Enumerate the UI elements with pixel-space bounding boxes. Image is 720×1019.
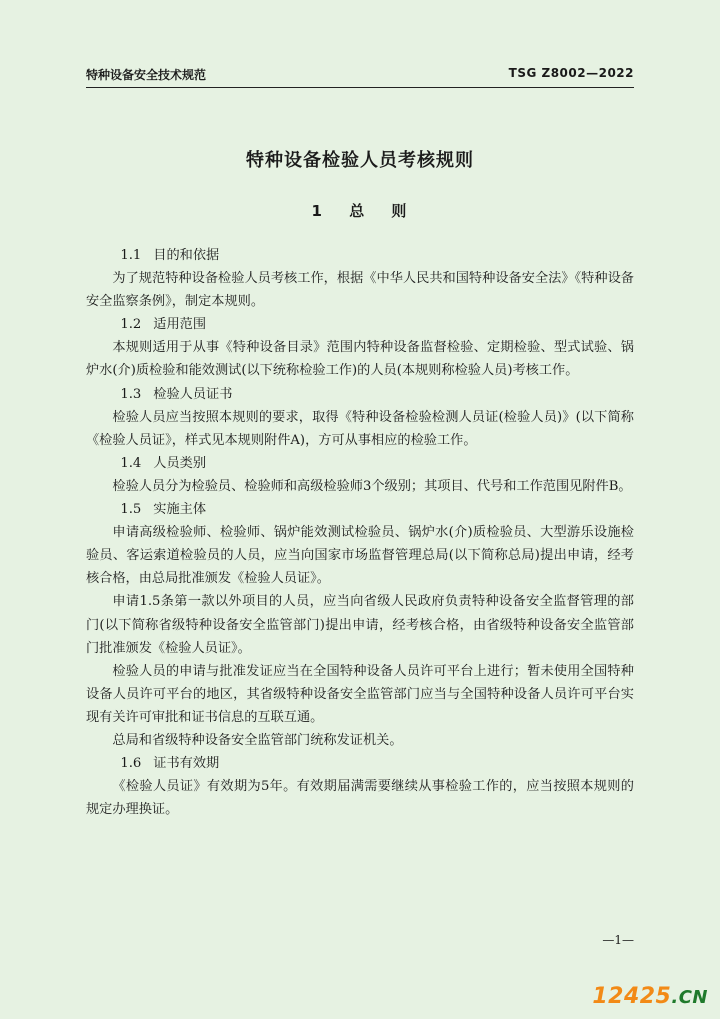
- header-divider: [86, 87, 634, 88]
- section-heading: 1.1 目的和依据: [120, 248, 220, 263]
- header-standard-code: TSG Z8002—2022: [508, 66, 634, 80]
- page-number: —1—: [602, 933, 634, 947]
- body-paragraph: 《检验人员证》有效期为5年。有效期届满需要继续从事检验工作的，应当按照本规则的规定办理换证。: [86, 779, 634, 818]
- body-paragraph: 申请1.5条第一款以外项目的人员，应当向省级人民政府负责特种设备安全监督管理的部门(以下简称省级特种设备安全监管部门)提出申请，经考核合格，由省级特种设备安全监管部门批准颁发《检验人员证》。: [86, 594, 634, 656]
- body-paragraph: 为了规范特种设备检验人员考核工作，根据《中华人民共和国特种设备安全法》《特种设备安全监察条例》，制定本规则。: [86, 271, 634, 310]
- site-logo: 12425.CN: [592, 984, 708, 1009]
- body-paragraph: 检验人员应当按照本规则的要求，取得《特种设备检验检测人员证(检验人员)》(以下简称《检验人员证》，样式见本规则附件A)，方可从事相应的检验工作。: [86, 409, 634, 448]
- header-standard-category: 特种设备安全技术规范: [86, 68, 207, 82]
- body-paragraph: 检验人员分为检验员、检验师和高级检验师3个级别；其项目、代号和工作范围见附件B。: [112, 478, 632, 494]
- chapter-heading: 1 总 则: [311, 202, 409, 220]
- section-heading: 1.2 适用范围: [120, 317, 207, 333]
- body-paragraph: 检验人员的申请与批准发证应当在全国特种设备人员许可平台上进行；暂未使用全国特种设备人员许可平台的地区，其省级特种设备安全监管部门应当与全国特种设备人员许可平台实现有关许可审批和证书信息的互联互通。: [86, 663, 634, 725]
- running-header: [86, 66, 634, 86]
- section-heading: 1.3 检验人员证书: [120, 386, 233, 402]
- document-body: [86, 244, 634, 821]
- section-heading: 1.4 人员类别: [120, 455, 207, 471]
- section-heading: 1.5 实施主体: [120, 502, 207, 518]
- section-heading: 1.6 证书有效期: [120, 756, 220, 772]
- body-paragraph: 本规则适用于从事《特种设备目录》范围内特种设备监督检验、定期检验、型式试验、锅炉水(介)质检验和能效测试(以下统称检验工作)的人员(本规则称检验人员)考核工作。: [86, 340, 634, 379]
- document-title: 特种设备检验人员考核规则: [246, 150, 474, 171]
- body-paragraph: 申请高级检验师、检验师、锅炉能效测试检验员、锅炉水(介)质检验员、大型游乐设施检验员、客运索道检验员的人员，应当向国家市场监督管理总局(以下简称总局)提出申请，经考核合格，由总局批准颁发《检验人员证》。: [86, 525, 634, 587]
- body-paragraph: 总局和省级特种设备安全监管部门统称发证机关。: [112, 732, 403, 748]
